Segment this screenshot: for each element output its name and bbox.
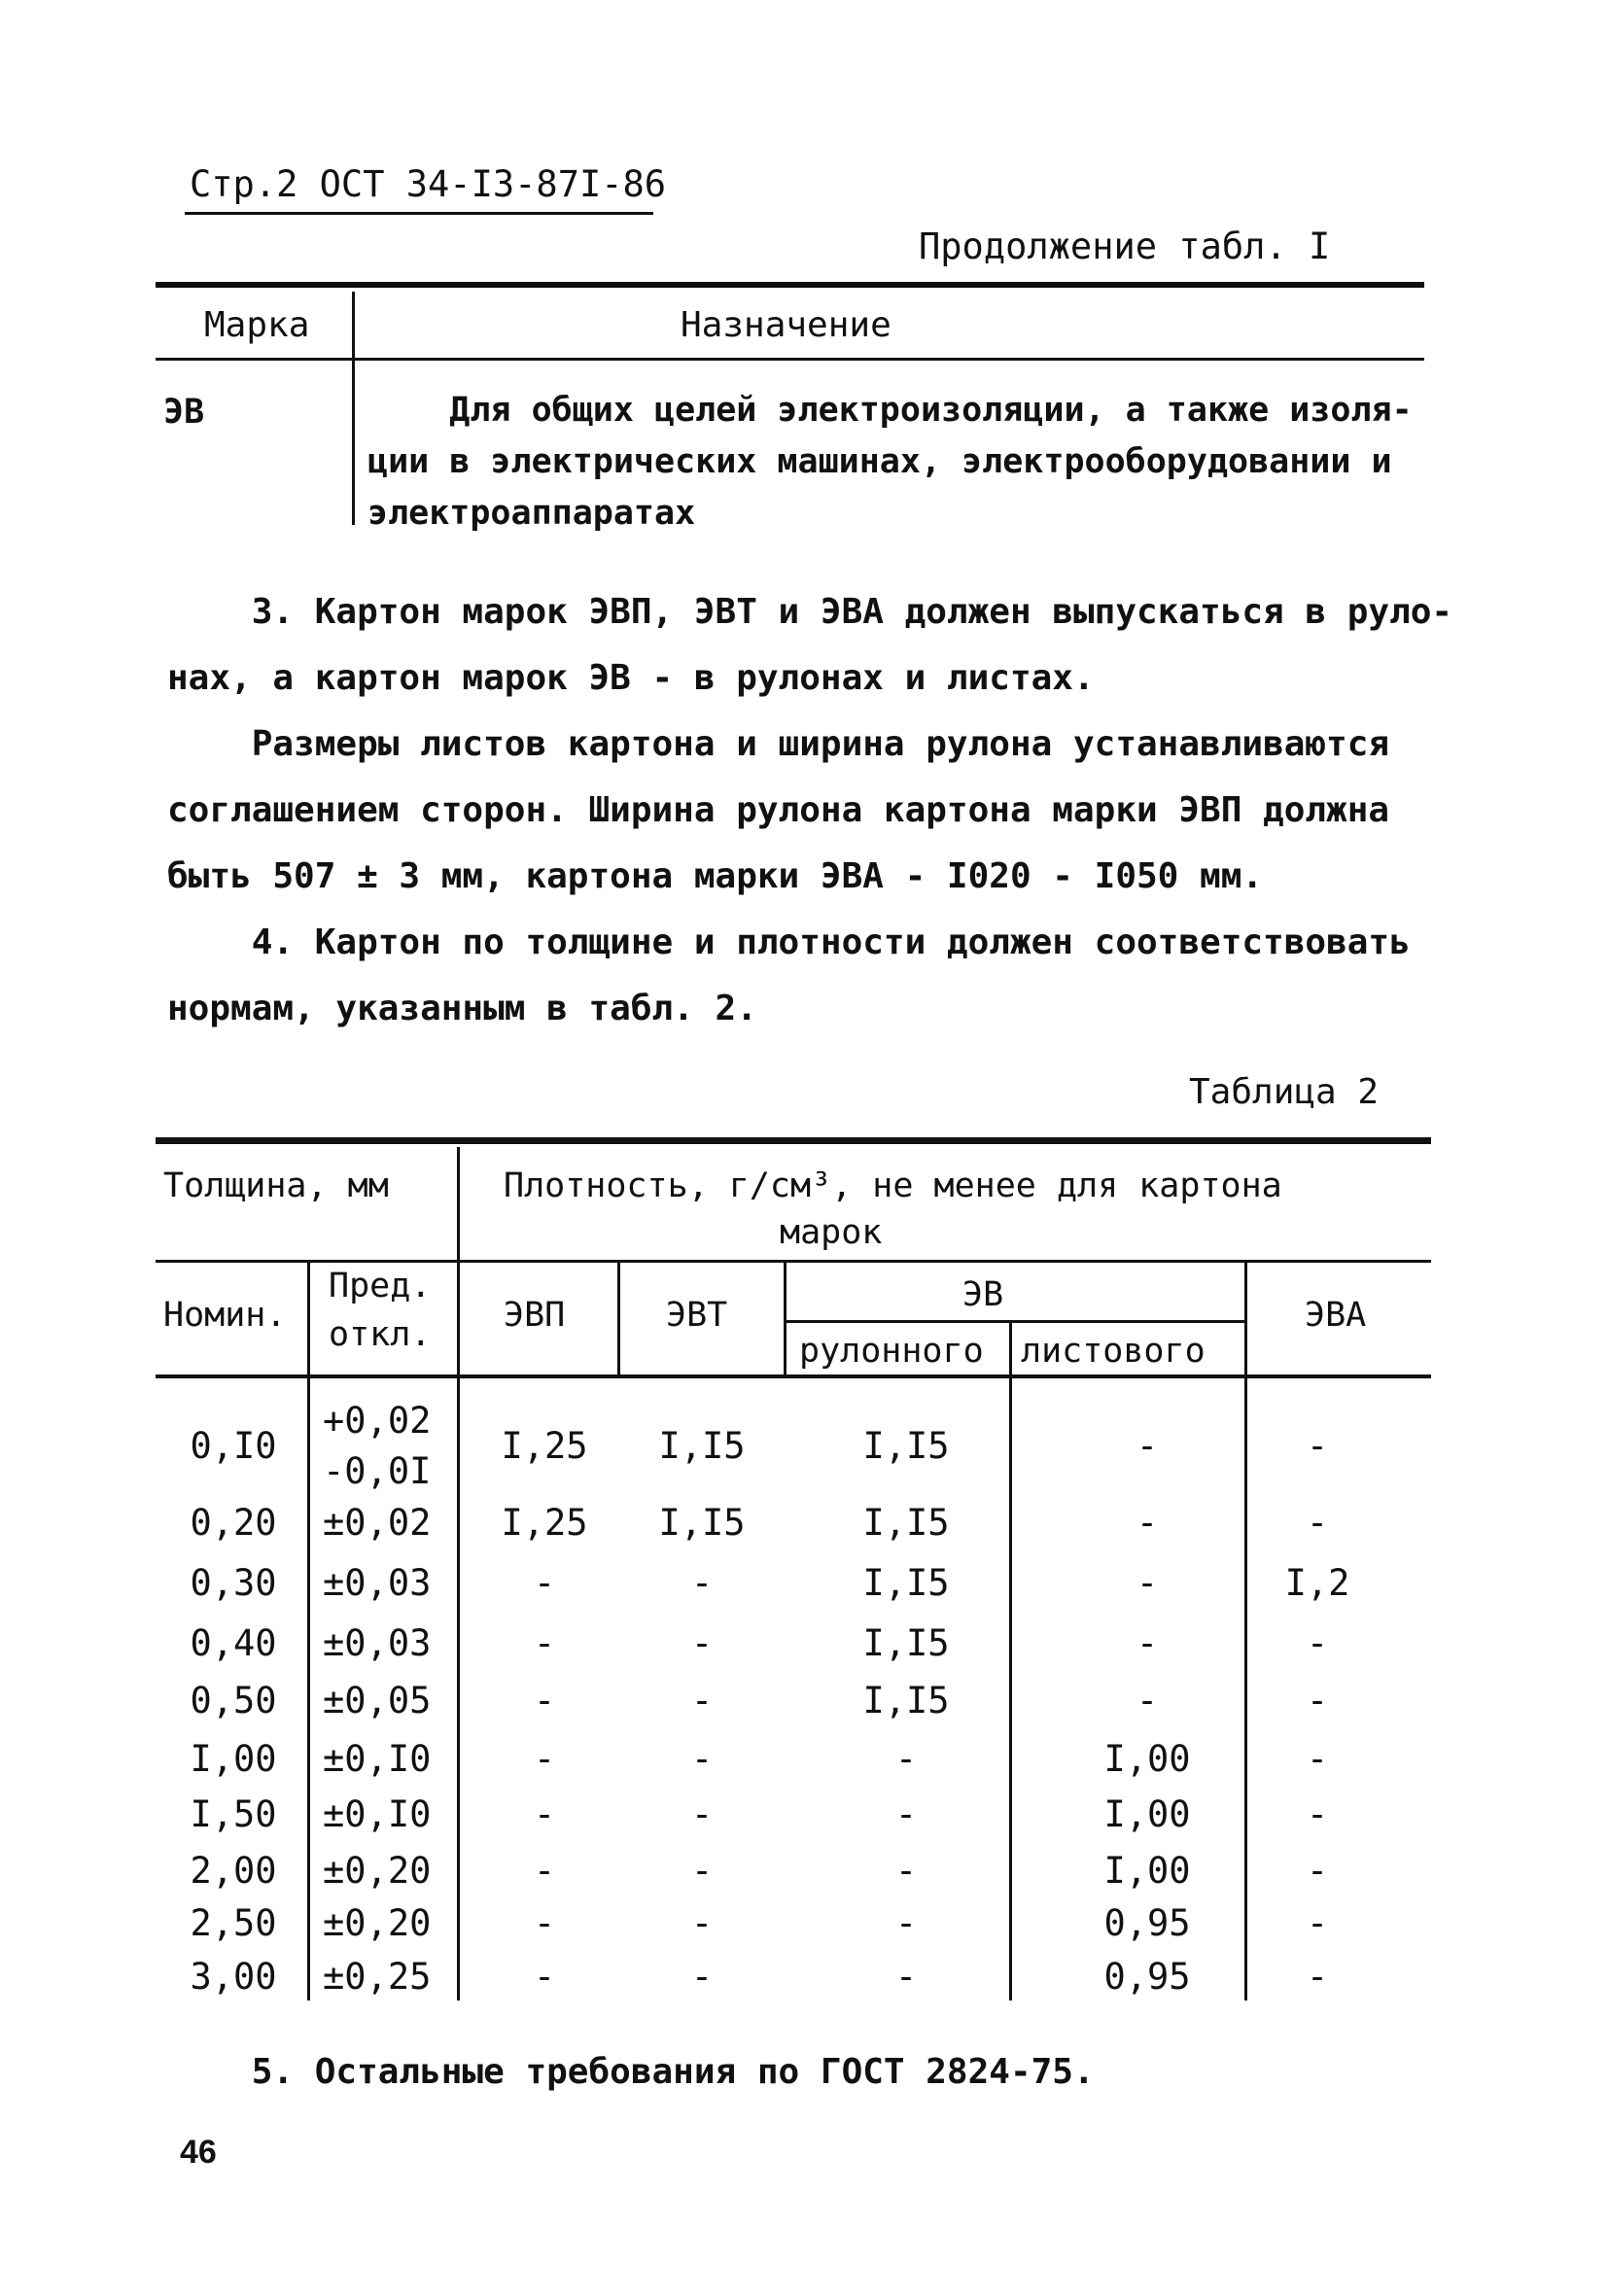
table2-rule — [156, 1260, 1431, 1263]
table2-cell-roll: - — [894, 1738, 918, 1780]
table2-cell-eva: - — [1306, 1680, 1329, 1722]
table2-cell-sheet: I,00 — [1103, 1850, 1191, 1892]
table2-cell-eva: - — [1306, 1956, 1329, 1998]
paragraph-sizes-line: быть 507 ± 3 мм, картона марки ЭВА - I020 - I050 мм. — [167, 856, 1264, 896]
table2-cell-dev: ±0,03 — [323, 1622, 432, 1664]
table2-cell-roll: - — [894, 1850, 918, 1892]
table2-cell-nom: 3,00 — [190, 1956, 277, 1998]
table2-head-ev: ЭВ — [962, 1275, 1004, 1314]
table2-cell-roll: - — [894, 1793, 918, 1835]
table2-cell-dev: ±0,I0 — [323, 1738, 432, 1780]
table2-cell-evp: - — [533, 1738, 556, 1780]
table1-head-brand: Марка — [204, 305, 310, 345]
table2-cell-nom: I,50 — [190, 1793, 277, 1835]
table2-cell-evp: - — [533, 1562, 556, 1604]
table1-purpose-line: электроаппаратах — [367, 494, 696, 533]
header-underline — [185, 212, 653, 215]
table2-cell-evt: I,I5 — [658, 1502, 746, 1544]
paragraph-sizes-line: соглашением сторон. Ширина рулона картона марки ЭВП должна — [167, 790, 1390, 830]
table1-head-purpose: Назначение — [681, 305, 891, 345]
table2-cell-nom: 0,20 — [190, 1502, 277, 1544]
table1-purpose-line: Для общих целей электроизоляции, а также изоля- — [367, 391, 1413, 430]
table2-cell-sheet: - — [1136, 1425, 1159, 1467]
table1-top-rule — [156, 282, 1424, 288]
table2-cell-nom: I,00 — [190, 1738, 277, 1780]
table2-cell-dev: ±0,03 — [323, 1562, 432, 1604]
table2-head-density-marks: марок — [780, 1213, 883, 1252]
paragraph-3-line: нах, а картон марок ЭВ - в рулонах и листах. — [167, 658, 1095, 698]
table2-cell-nom: 2,50 — [190, 1902, 277, 1944]
table2-head-rule — [156, 1374, 1431, 1378]
table2-cell-dev: ±0,20 — [323, 1850, 432, 1892]
table2-cell-evt: - — [690, 1902, 714, 1944]
table2-cell-sheet: - — [1136, 1562, 1159, 1604]
table2-head-thickness: Толщина, мм — [163, 1166, 389, 1205]
table2-caption: Таблица 2 — [1189, 1072, 1380, 1112]
table2-cell-evt: - — [690, 1956, 714, 1998]
table2-cell-evt: - — [690, 1738, 714, 1780]
table2-cell-sheet: I,00 — [1103, 1793, 1191, 1835]
table2-head-ev-sheet: листового — [1021, 1332, 1206, 1371]
table2-cell-eva: - — [1306, 1902, 1329, 1944]
table2-top-rule — [156, 1137, 1431, 1144]
table2-cell-evp: - — [533, 1902, 556, 1944]
table2-cell-sheet: - — [1136, 1622, 1159, 1664]
table2-cell-dev: +0,02 — [323, 1400, 432, 1442]
table1-head-rule — [156, 358, 1424, 361]
table1-col-divider — [352, 292, 355, 525]
table2-head-deviation: откл. — [329, 1315, 432, 1354]
table1-purpose-line: ции в электрических машинах, электрооборудовании и — [367, 442, 1392, 481]
table2-cell-evp: - — [533, 1622, 556, 1664]
table2-divider — [457, 1147, 460, 2000]
table2-cell-evp: I,25 — [501, 1502, 588, 1544]
table2-cell-eva: - — [1306, 1622, 1329, 1664]
table2-cell-eva: - — [1306, 1502, 1329, 1544]
table2-cell-evp: - — [533, 1850, 556, 1892]
table2-ev-rule — [784, 1320, 1245, 1323]
paragraph-4-line: 4. Картон по толщине и плотности должен соответствовать — [167, 922, 1411, 962]
table2-head-evt: ЭВТ — [666, 1296, 728, 1335]
table2-cell-roll: - — [894, 1956, 918, 1998]
table2-head-density: Плотность, г/см³, не менее для картона — [504, 1166, 1282, 1205]
table2-cell-roll: - — [894, 1902, 918, 1944]
paragraph-4-line: нормам, указанным в табл. 2. — [167, 989, 757, 1028]
table1-continuation: Продолжение табл. I — [919, 226, 1331, 267]
table2-cell-nom: 2,00 — [190, 1850, 277, 1892]
table2-divider — [617, 1263, 620, 1376]
table2-cell-nom: 0,50 — [190, 1680, 277, 1722]
table2-cell-evt: - — [690, 1622, 714, 1664]
table2-cell-evp: I,25 — [501, 1425, 588, 1467]
page-header: Стр.2 ОСТ 34-I3-87I-86 — [190, 163, 667, 205]
table2-cell-roll: I,I5 — [862, 1622, 950, 1664]
paragraph-sizes-line: Размеры листов картона и ширина рулона устанавливаются — [167, 724, 1390, 764]
table2-cell-evp: - — [533, 1956, 556, 1998]
table2-cell-evt: - — [690, 1680, 714, 1722]
table2-cell-dev: ±0,20 — [323, 1902, 432, 1944]
table2-cell-evt: - — [690, 1793, 714, 1835]
paragraph-5: 5. Остальные требования по ГОСТ 2824-75. — [167, 2052, 1095, 2092]
table2-cell-sheet: 0,95 — [1103, 1956, 1191, 1998]
table2-cell-nom: 0,I0 — [190, 1425, 277, 1467]
table2-head-nominal: Номин. — [163, 1296, 287, 1335]
table2-cell-evt: - — [690, 1562, 714, 1604]
table2-divider — [1009, 1322, 1012, 2000]
table2-cell-sheet: - — [1136, 1502, 1159, 1544]
table2-head-evp: ЭВП — [504, 1296, 566, 1335]
table2-cell-dev2: -0,0I — [323, 1450, 432, 1492]
table2-cell-eva: I,2 — [1284, 1562, 1350, 1604]
table2-cell-dev: ±0,25 — [323, 1956, 432, 1998]
table2-cell-eva: - — [1306, 1793, 1329, 1835]
table2-cell-sheet: - — [1136, 1680, 1159, 1722]
table2-cell-nom: 0,30 — [190, 1562, 277, 1604]
table2-cell-evp: - — [533, 1793, 556, 1835]
table2-cell-nom: 0,40 — [190, 1622, 277, 1664]
table2-cell-dev: ±0,I0 — [323, 1793, 432, 1835]
paragraph-3-line: 3. Картон марок ЭВП, ЭВТ и ЭВА должен выпускаться в руло- — [167, 592, 1453, 632]
table2-cell-roll: I,I5 — [862, 1680, 950, 1722]
table2-cell-evt: I,I5 — [658, 1425, 746, 1467]
table2-cell-eva: - — [1306, 1850, 1329, 1892]
table2-cell-evt: - — [690, 1850, 714, 1892]
table2-cell-sheet: I,00 — [1103, 1738, 1191, 1780]
table2-cell-dev: ±0,05 — [323, 1680, 432, 1722]
table2-head-eva: ЭВА — [1305, 1296, 1367, 1335]
table2-divider — [784, 1263, 787, 1376]
table2-cell-dev: ±0,02 — [323, 1502, 432, 1544]
table2-cell-sheet: 0,95 — [1103, 1902, 1191, 1944]
table2-cell-roll: I,I5 — [862, 1425, 950, 1467]
table2-head-ev-roll: рулонного — [799, 1332, 984, 1371]
table2-cell-eva: - — [1306, 1425, 1329, 1467]
table2-cell-roll: I,I5 — [862, 1502, 950, 1544]
table2-cell-evp: - — [533, 1680, 556, 1722]
table2-cell-eva: - — [1306, 1738, 1329, 1780]
table2-cell-roll: I,I5 — [862, 1562, 950, 1604]
table1-brand-cell: ЭВ — [163, 393, 205, 432]
page-number: 46 — [180, 2134, 217, 2171]
table2-head-deviation: Пред. — [329, 1267, 432, 1305]
